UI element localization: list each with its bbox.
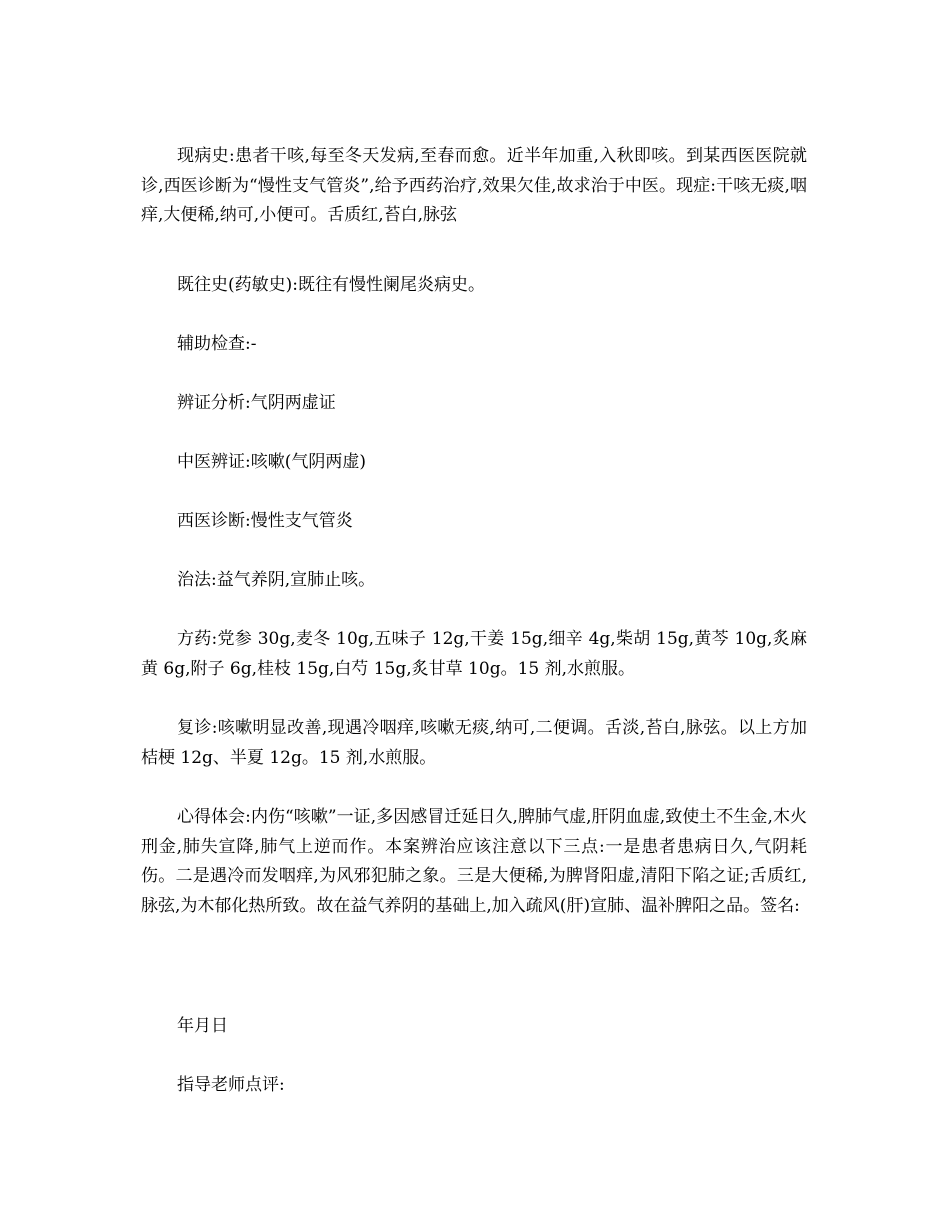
auxiliary-exam-paragraph: 辅助检查:- [177,334,257,354]
date-line: 年月日 [177,1016,228,1036]
tcm-diagnosis-paragraph: 中医辨证:咳嗽(气阴两虚) [177,452,366,472]
western-diagnosis-paragraph: 西医诊断:慢性支气管炎 [177,511,353,531]
syndrome-analysis-paragraph: 辨证分析:气阴两虚证 [177,393,336,413]
present-illness-paragraph: 现病史:患者干咳,每至冬天发病,至春而愈。近半年加重,入秋即咳。到某西医医院就诊,西医诊断为“慢性支气管炎”,给予西药治疗,效果欠佳,故求治于中医。现症:干咳无痰,咽痒,大便稀,纳可,小便可。舌质红,苔白,脉弦 [141,146,807,225]
past-history-paragraph: 既往史(药敏史):既往有慢性阑尾炎病史。 [177,275,485,295]
instructor-comment-paragraph: 指导老师点评: [177,1075,285,1095]
reflection-paragraph: 心得体会:内伤“咳嗽”一证,多因感冒迁延日久,脾肺气虚,肝阴血虚,致使土不生金,木火刑金,肺失宣降,肺气上逆而作。本案辨治应该注意以下三点:一是患者患病日久,气阴耗伤。二是遇冷而发咽痒,为风邪犯肺之象。三是大便稀,为脾肾阳虚,清阳下陷之证;舌质红,脉弦,为木郁化热所致。故在益气养阴的基础上,加入疏风(肝)宣肺、温补脾阳之品。签名: [141,807,807,916]
treatment-paragraph: 治法:益气养阴,宣肺止咳。 [177,570,376,590]
follow-up-paragraph: 复诊:咳嗽明显改善,现遇冷咽痒,咳嗽无痰,纳可,二便调。舌淡,苔白,脉弦。以上方加桔梗 12g、半夏 12g。15 剂,水煎服。 [141,718,807,768]
prescription-paragraph: 方药:党参 30g,麦冬 10g,五味子 12g,干姜 15g,细辛 4g,柴胡 15g,黄芩 10g,炙麻黄 6g,附子 6g,桂枝 15g,白芍 15g,炙甘草 10g。15 剂,水煎服。 [141,629,807,679]
